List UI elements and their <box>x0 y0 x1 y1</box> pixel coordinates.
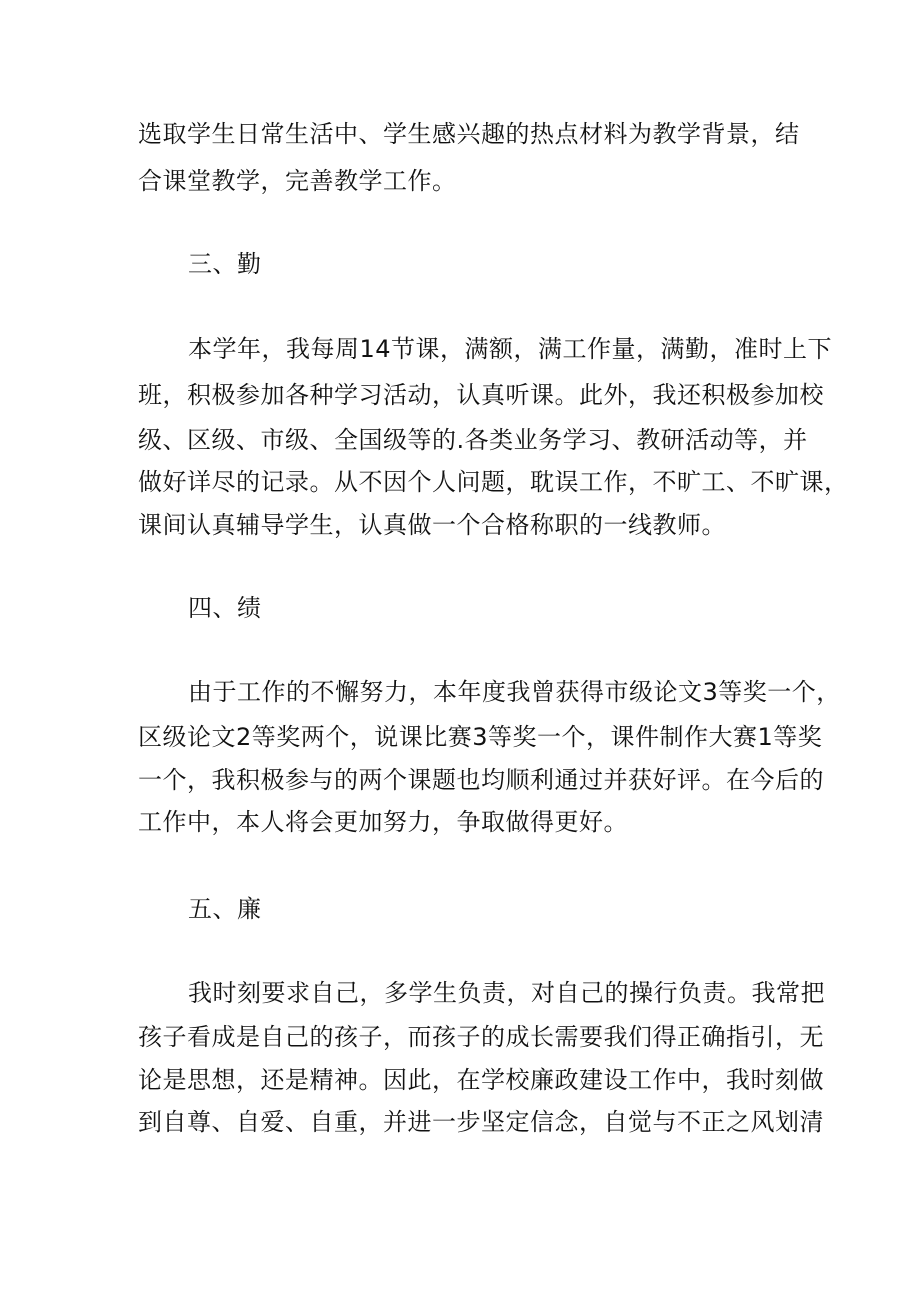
body-line: 孩子看成是自己的孩子，而孩子的成长需要我们得正确指引，无 <box>138 1023 824 1051</box>
paragraph-first-line: 我时刻要求自己，多学生负责，对自己的操行负责。我常把 <box>188 979 825 1007</box>
body-line: 课间认真辅导学生，认真做一个合格称职的一线教师。 <box>138 511 726 539</box>
body-line: 工作中，本人将会更加努力，争取做得更好。 <box>138 808 628 836</box>
paragraph-first-line: 本学年，我每周14节课，满额，满工作量，满勤，准时上下 <box>188 335 833 363</box>
body-line: 到自尊、自爱、自重，并进一步坚定信念，自觉与不正之风划清 <box>138 1108 824 1136</box>
paragraph-first-line: 由于工作的不懈努力，本年度我曾获得市级论文3等奖一个， <box>188 678 841 706</box>
body-line: 做好详尽的记录。从不因个人问题，耽误工作，不旷工、不旷课， <box>138 468 849 496</box>
body-line: 合课堂教学，完善教学工作。 <box>138 167 457 195</box>
body-line: 选取学生日常生活中、学生感兴趣的热点材料为教学背景，结 <box>138 120 800 148</box>
section-heading-lian: 五、廉 <box>188 895 262 923</box>
body-line: 级、区级、市级、全国级等的.各类业务学习、教研活动等，并 <box>138 426 808 454</box>
body-line: 区级论文2等奖两个，说课比赛3等奖一个，课件制作大赛1等奖 <box>138 723 823 751</box>
section-heading-ji: 四、绩 <box>188 594 262 622</box>
body-line: 一个，我积极参与的两个课题也均顺利通过并获好评。在今后的 <box>138 766 824 794</box>
section-heading-qin: 三、勤 <box>188 250 262 278</box>
body-line: 班，积极参加各种学习活动，认真听课。此外，我还积极参加校 <box>138 381 824 409</box>
body-line: 论是思想，还是精神。因此，在学校廉政建设工作中，我时刻做 <box>138 1066 824 1094</box>
